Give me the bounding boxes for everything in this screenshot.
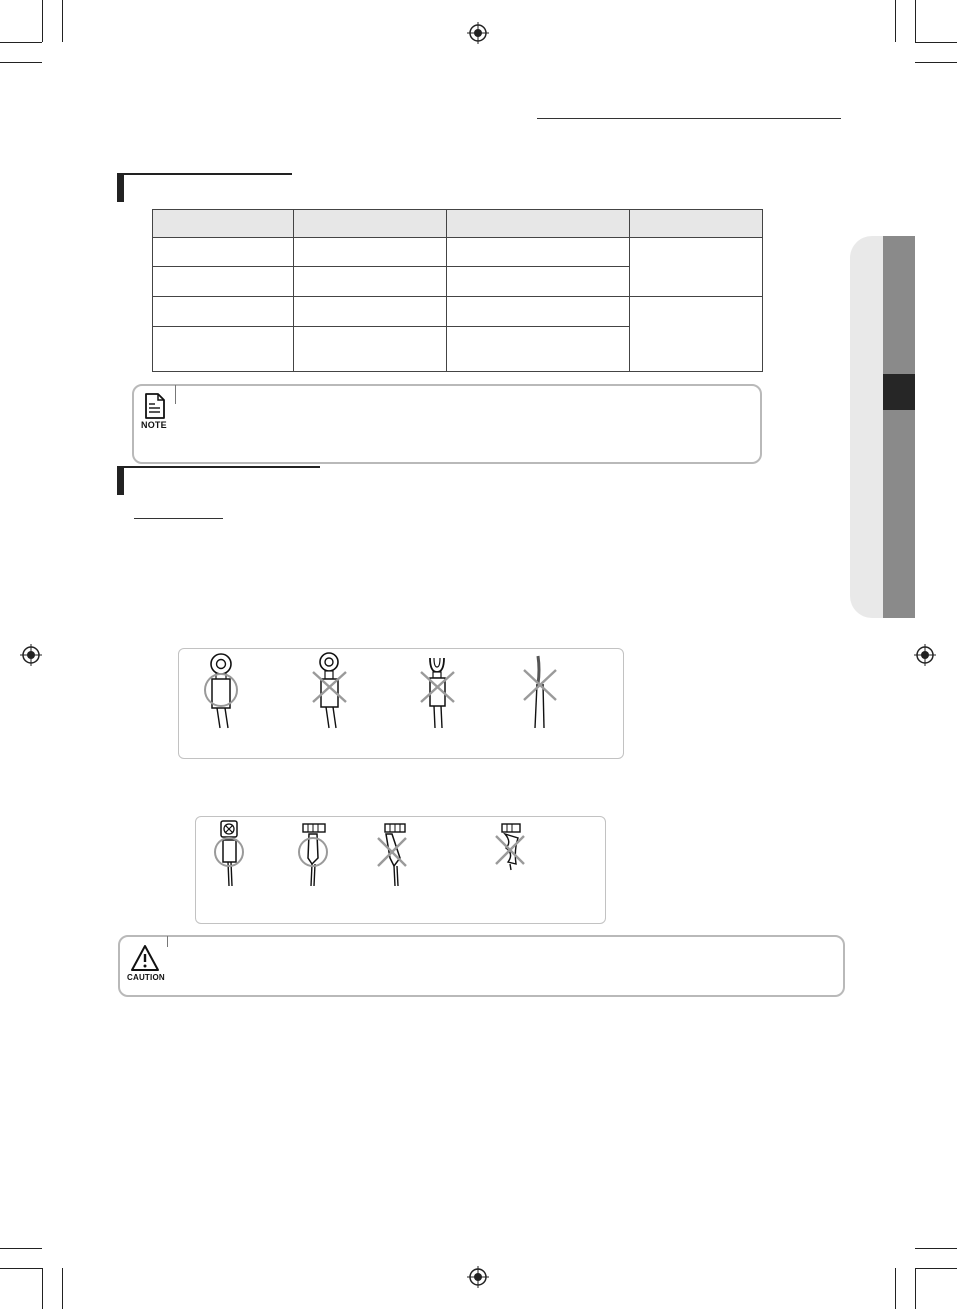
table-cell — [447, 267, 630, 297]
side-tab-background — [850, 236, 883, 618]
table-header-row — [153, 210, 763, 238]
ring-terminal-icon — [200, 650, 244, 730]
table-cell — [153, 267, 294, 297]
note-icon — [144, 393, 166, 419]
screw-terminal-angled-icon — [374, 818, 410, 888]
registration-mark-icon — [467, 22, 489, 44]
crop-mark — [42, 0, 43, 42]
registration-mark-icon — [20, 644, 42, 666]
section-heading-rule — [124, 173, 292, 175]
note-icon-label: NOTE — [141, 420, 167, 430]
table-header-cell — [294, 210, 447, 238]
bare-wire-icon — [518, 650, 562, 730]
crop-mark — [915, 1248, 957, 1249]
table-header-cell — [447, 210, 630, 238]
caution-box — [118, 935, 845, 997]
screw-terminal-flat-icon — [212, 818, 248, 888]
crop-mark — [62, 0, 63, 42]
registration-mark-icon — [467, 1266, 489, 1288]
table-header-cell — [630, 210, 763, 238]
side-tab[interactable] — [883, 236, 915, 618]
table-cell — [294, 267, 447, 297]
table-cell — [447, 297, 630, 327]
caution-divider — [167, 936, 168, 947]
table-cell-merged — [630, 238, 763, 297]
table-cell-merged — [630, 297, 763, 372]
crop-mark — [915, 0, 916, 42]
caution-icon — [130, 944, 160, 972]
table-cell — [447, 238, 630, 267]
table-header-cell — [153, 210, 294, 238]
table-row — [153, 238, 763, 267]
section-marker — [117, 173, 124, 202]
screw-terminal-twisted-icon — [492, 818, 528, 888]
table-cell — [153, 327, 294, 372]
header-rule — [537, 118, 841, 119]
crop-mark — [895, 1268, 896, 1309]
crop-mark — [915, 1268, 916, 1309]
table-cell — [153, 297, 294, 327]
ring-terminal-loose-icon — [308, 650, 352, 730]
table-cell — [294, 297, 447, 327]
caution-icon-label: CAUTION — [127, 973, 165, 982]
crop-mark — [915, 1268, 957, 1269]
table-cell — [294, 238, 447, 267]
crop-mark — [915, 62, 957, 63]
note-divider — [175, 385, 176, 404]
crop-mark — [42, 1268, 43, 1309]
crop-mark — [0, 1248, 42, 1249]
screw-terminal-side-icon — [296, 818, 332, 888]
crop-mark — [0, 1268, 42, 1269]
section-heading-rule — [124, 466, 320, 468]
subheading-underline — [134, 518, 223, 519]
spec-table — [152, 209, 763, 372]
section-marker — [117, 466, 124, 495]
crop-mark — [895, 0, 896, 42]
crop-mark — [62, 1268, 63, 1309]
table-cell — [153, 238, 294, 267]
crop-mark — [915, 42, 957, 43]
table-cell — [447, 327, 630, 372]
crop-mark — [0, 62, 42, 63]
note-box — [132, 384, 762, 464]
registration-mark-icon — [914, 644, 936, 666]
table-cell — [294, 327, 447, 372]
crop-mark — [0, 42, 42, 43]
side-tab-active-marker[interactable] — [883, 374, 915, 410]
table-row — [153, 297, 763, 327]
fork-terminal-icon — [416, 650, 460, 730]
